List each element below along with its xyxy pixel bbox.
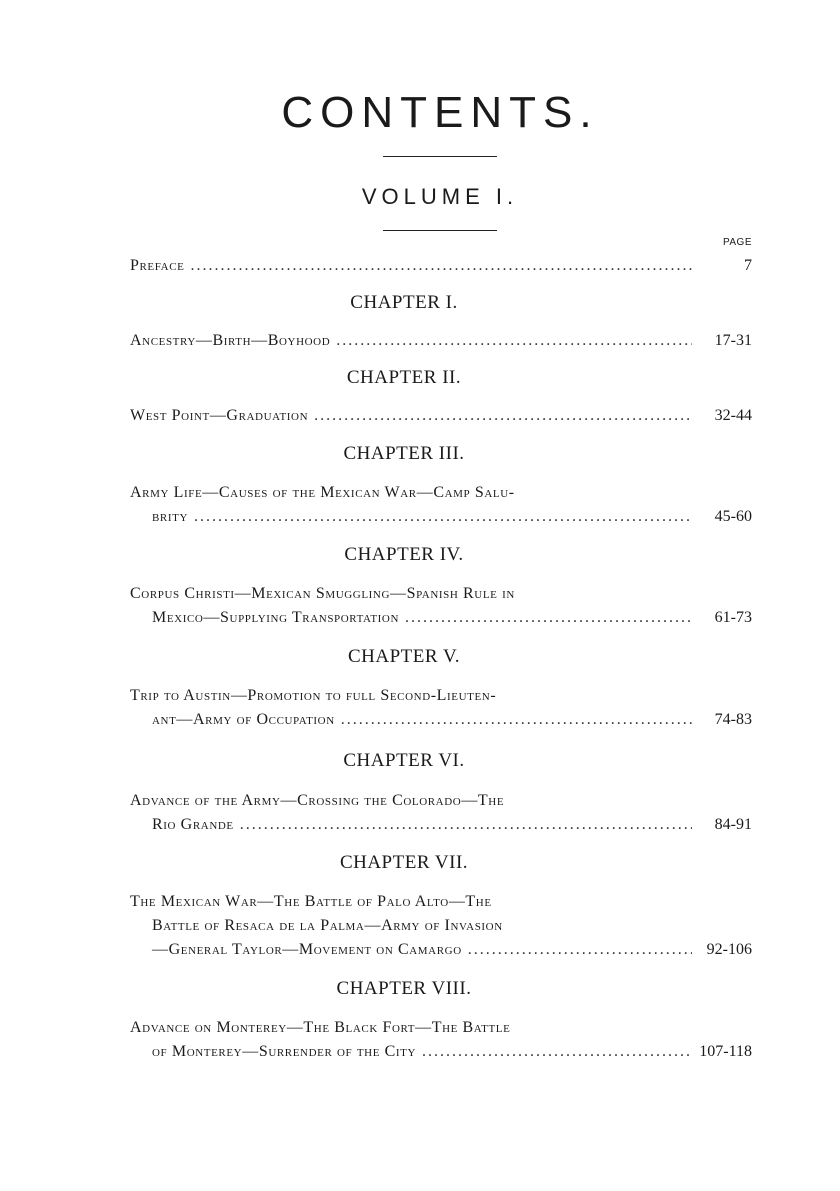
entry-title: Army Life—Causes of the Mexican War—Camp Salu- — [130, 484, 515, 501]
entry-title-cont: ant—Army of Occupation — [152, 711, 335, 728]
page-number: 7 — [744, 257, 752, 274]
chapter-heading: CHAPTER V. — [348, 646, 460, 667]
dot-leader — [194, 505, 692, 529]
toc-entry — [130, 329, 752, 353]
divider — [383, 156, 497, 157]
entry-title: Trip to Austin—Promotion to full Second-Lieuten- — [130, 687, 497, 704]
entry-title-cont: Mexico—Supplying Transportation — [152, 609, 400, 626]
toc-entry — [130, 789, 752, 837]
toc-entry — [130, 582, 752, 630]
toc-entry-preface — [130, 254, 752, 278]
volume-heading: VOLUME I. — [361, 184, 519, 209]
entry-title: West Point—Graduation — [130, 407, 309, 424]
dot-leader — [405, 606, 692, 630]
entry-title: Preface — [130, 257, 185, 274]
entry-title-cont: of Monterey—Surrender of the City — [152, 1043, 417, 1060]
chapter-heading: CHAPTER III. — [343, 443, 465, 464]
page-range: 17-31 — [714, 332, 752, 349]
entry-title-cont: Battle of Resaca de la Palma—Army of Invasion — [152, 917, 503, 934]
dot-leader — [468, 938, 692, 962]
page-title: CONTENTS. — [281, 88, 599, 137]
page-column-label: PAGE — [722, 237, 752, 248]
dot-leader — [336, 329, 692, 353]
page-range: 74-83 — [714, 711, 752, 728]
toc-entry — [130, 1016, 752, 1064]
toc-entry — [130, 481, 752, 529]
page-range: 92-106 — [706, 941, 752, 958]
toc-entry — [130, 890, 752, 962]
dot-leader — [341, 708, 692, 732]
chapter-heading: CHAPTER VII. — [339, 852, 469, 873]
page-range: 45-60 — [714, 508, 752, 525]
toc-entry — [130, 684, 752, 732]
divider — [383, 230, 497, 231]
dot-leader — [422, 1040, 692, 1064]
page-range: 84-91 — [714, 816, 752, 833]
chapter-heading: CHAPTER VIII. — [336, 978, 472, 999]
entry-title: Advance on Monterey—The Black Fort—The Battle — [130, 1019, 511, 1036]
entry-title: The Mexican War—The Battle of Palo Alto—The — [130, 893, 492, 910]
chapter-heading: CHAPTER I. — [350, 292, 458, 313]
dot-leader — [314, 404, 692, 428]
entry-title: Corpus Christi—Mexican Smuggling—Spanish Rule in — [130, 585, 515, 602]
chapter-heading: CHAPTER II. — [346, 367, 462, 388]
page-range: 32-44 — [714, 407, 752, 424]
chapter-heading: CHAPTER IV. — [344, 544, 464, 565]
page-range: 107-118 — [699, 1043, 752, 1060]
entry-title-cont: brity — [152, 508, 188, 525]
chapter-heading: CHAPTER VI. — [343, 750, 465, 771]
entry-title: Advance of the Army—Crossing the Colorado—The — [130, 792, 505, 809]
dot-leader — [240, 813, 692, 837]
entry-title-cont: Rio Grande — [152, 816, 234, 833]
entry-title: Ancestry—Birth—Boyhood — [130, 332, 331, 349]
dot-leader — [190, 254, 692, 278]
page-range: 61-73 — [714, 609, 752, 626]
toc-entry — [130, 404, 752, 428]
entry-title-cont: —General Taylor—Movement on Camargo — [152, 941, 462, 958]
